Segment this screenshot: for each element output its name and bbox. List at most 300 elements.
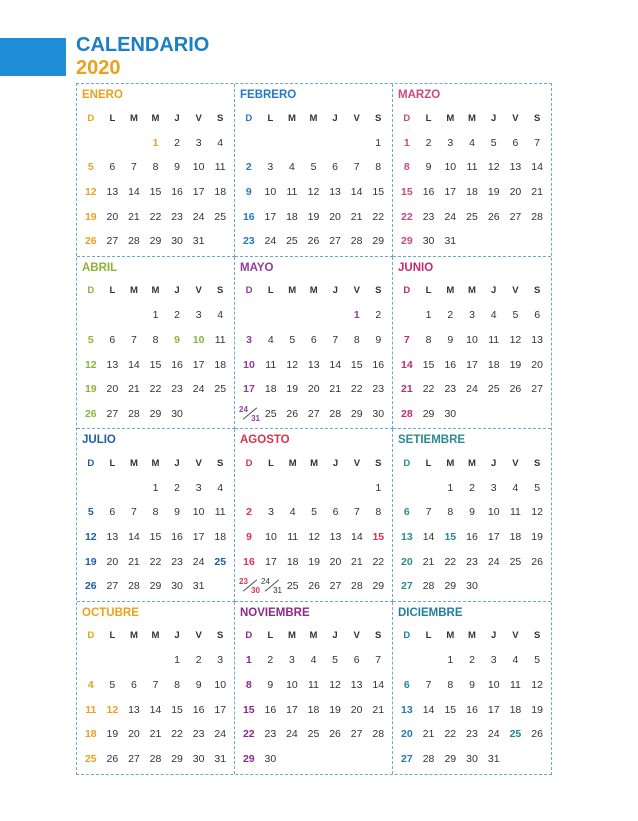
day-cell: 13 [531, 333, 543, 346]
weekday-header: V [512, 285, 519, 297]
weekday-header: V [353, 457, 361, 469]
day-cell: 12 [286, 358, 299, 371]
day-cell: 20 [509, 186, 522, 199]
weekday-header: S [375, 457, 382, 469]
day-cell: 19 [531, 703, 543, 716]
day-cell: 24 [192, 555, 205, 568]
day-cell: 22 [149, 210, 162, 223]
day-cell: 27 [329, 235, 341, 248]
weekday-header: S [533, 457, 541, 469]
day-cell: 2 [469, 481, 475, 494]
weekday-header: M [287, 630, 296, 642]
day-cell: 29 [149, 235, 162, 248]
day-cell: 18 [466, 186, 478, 199]
day-cell: 9 [174, 333, 180, 346]
day-cell: 11 [466, 161, 478, 174]
weekday-header: M [468, 630, 476, 642]
day-cell: 21 [422, 728, 435, 741]
day-cell: 13 [401, 531, 413, 544]
day-cell: 24 [444, 210, 457, 223]
day-cell: 23 [192, 728, 205, 741]
day-cell: 30 [444, 407, 457, 420]
day-cell: 19 [487, 186, 500, 199]
day-cell: 4 [289, 506, 296, 519]
weekday-header: V [353, 285, 360, 297]
day-cell: 4 [469, 136, 475, 149]
weekday-header: D [87, 112, 95, 124]
weekday-header: J [332, 457, 339, 469]
day-cell: 20 [106, 210, 119, 223]
day-cell [102, 648, 124, 673]
weekday-header: V [512, 112, 519, 124]
days-grid [80, 451, 231, 599]
day-cell: 6 [534, 309, 541, 322]
day-cell [483, 229, 505, 254]
month-febrero [235, 84, 393, 257]
day-cell: 12 [84, 531, 97, 544]
month-name: DICIEMBRE [398, 606, 463, 619]
day-cell: 16 [264, 703, 277, 716]
month-julio [77, 429, 235, 602]
day-cell: 20 [106, 555, 119, 568]
day-cell [281, 131, 303, 156]
day-cell: 23 [171, 383, 183, 396]
weekday-header: S [533, 630, 541, 642]
day-cell: 28 [329, 407, 342, 420]
day-cell [505, 401, 527, 426]
day-cell: 7 [152, 678, 159, 691]
day-cell [123, 648, 145, 673]
day-cell: 17 [243, 383, 255, 396]
day-cell [303, 303, 325, 328]
day-cell: 17 [286, 703, 298, 716]
day-cell: 30 [466, 580, 478, 593]
day-cell: 11 [214, 506, 226, 519]
day-cell [483, 401, 505, 426]
day-cell: 17 [466, 358, 478, 371]
day-cell: 9 [267, 678, 274, 691]
weekday-header: D [87, 630, 95, 642]
day-cell: 2 [425, 136, 432, 149]
days-grid [238, 106, 389, 254]
month-name: AGOSTO [240, 434, 290, 446]
day-cell: 26 [286, 407, 299, 420]
split-day: 24 31 [239, 404, 260, 423]
day-cell: 24 [487, 555, 500, 568]
weekday-header: J [491, 112, 497, 124]
day-cell: 30 [192, 752, 205, 765]
day-cell [123, 131, 145, 156]
day-cell: 22 [171, 728, 183, 741]
day-cell: 5 [534, 654, 541, 667]
day-cell: 28 [128, 580, 140, 593]
day-cell: 28 [531, 210, 543, 223]
day-cell: 30 [264, 752, 277, 765]
weekday-header: M [129, 457, 138, 469]
day-cell: 20 [531, 358, 543, 371]
weekday-header: J [491, 457, 497, 469]
day-cell: 22 [401, 210, 413, 223]
day-cell: 15 [149, 186, 162, 199]
day-cell: 28 [351, 580, 363, 593]
day-cell: 20 [329, 555, 342, 568]
day-cell: 10 [466, 333, 478, 346]
weekday-header: S [217, 112, 224, 124]
day-cell: 15 [171, 703, 183, 716]
day-cell: 21 [128, 210, 140, 223]
day-cell: 21 [531, 186, 543, 199]
day-cell: 26 [84, 235, 97, 248]
day-cell [282, 303, 304, 328]
day-cell: 28 [401, 407, 413, 420]
day-cell: 24 [192, 383, 205, 396]
day-cell: 9 [375, 333, 382, 346]
day-cell: 29 [171, 752, 183, 765]
day-cell: 1 [403, 136, 410, 149]
day-cell: 18 [307, 703, 320, 716]
day-cell: 26 [308, 580, 320, 593]
day-cell: 5 [87, 506, 94, 519]
day-cell: 27 [329, 580, 342, 593]
weekday-header: D [403, 630, 411, 642]
day-cell: 12 [509, 333, 522, 346]
weekday-header: V [195, 285, 202, 297]
day-cell: 3 [447, 136, 454, 149]
day-cell [238, 574, 260, 599]
day-cell: 16 [243, 555, 255, 568]
day-cell [80, 131, 102, 156]
day-cell: 27 [106, 235, 119, 248]
day-cell: 4 [267, 333, 274, 346]
day-cell: 1 [353, 309, 360, 322]
day-cell: 9 [174, 506, 180, 519]
day-cell: 23 [264, 728, 277, 741]
day-cell [260, 476, 282, 501]
day-cell [102, 476, 124, 501]
day-cell: 28 [422, 752, 435, 765]
weekday-header: J [491, 285, 497, 297]
day-cell: 19 [307, 210, 320, 223]
day-cell: 2 [375, 309, 382, 322]
day-cell: 11 [509, 678, 521, 691]
day-cell: 13 [401, 703, 413, 716]
day-cell: 27 [401, 752, 413, 765]
day-cell [123, 476, 145, 501]
day-cell: 25 [487, 383, 500, 396]
weekday-header: J [174, 630, 180, 642]
month-agosto [235, 429, 393, 602]
day-cell: 8 [447, 506, 454, 519]
day-cell: 23 [372, 383, 385, 396]
day-cell [505, 574, 527, 599]
day-cell: 12 [84, 358, 97, 371]
day-cell: 17 [444, 186, 457, 199]
day-cell [102, 303, 124, 328]
day-cell: 10 [444, 161, 457, 174]
day-cell [483, 574, 505, 599]
day-cell: 25 [214, 383, 227, 396]
day-cell: 3 [268, 506, 274, 519]
month-name: JULIO [82, 434, 116, 446]
day-cell: 9 [245, 186, 252, 199]
day-cell: 5 [311, 506, 318, 519]
day-cell [260, 303, 282, 328]
weekday-header: D [403, 112, 411, 124]
weekday-header: D [87, 285, 95, 297]
day-cell: 20 [401, 555, 413, 568]
weekday-header: V [195, 457, 202, 469]
day-cell: 25 [286, 580, 299, 593]
day-cell: 18 [214, 358, 227, 371]
day-cell: 6 [403, 506, 410, 519]
day-cell: 28 [128, 235, 140, 248]
month-setiembre [393, 429, 551, 602]
day-cell: 1 [152, 309, 159, 322]
day-cell: 8 [375, 161, 382, 174]
day-cell: 1 [375, 136, 382, 149]
day-cell [188, 401, 210, 426]
month-junio [393, 257, 551, 430]
day-cell: 30 [466, 752, 478, 765]
day-cell: 5 [512, 309, 519, 322]
day-cell: 18 [264, 383, 277, 396]
day-cell: 25 [509, 555, 522, 568]
day-cell: 18 [286, 210, 298, 223]
weekday-header: M [446, 112, 455, 124]
day-cell: 2 [174, 136, 180, 149]
weekday-header: J [332, 630, 338, 642]
day-cell: 24 [487, 728, 500, 741]
weekday-header: S [217, 457, 224, 469]
accent-bar [0, 38, 66, 76]
month-enero [77, 84, 235, 257]
day-cell: 8 [353, 333, 360, 346]
weekday-header: J [491, 630, 497, 642]
month-name: MAYO [240, 261, 274, 274]
weekday-header: L [425, 630, 432, 642]
day-cell: 26 [329, 728, 341, 741]
day-cell: 11 [488, 333, 500, 346]
day-cell: 30 [422, 235, 435, 248]
day-cell: 20 [350, 703, 363, 716]
day-cell: 29 [242, 752, 255, 765]
day-cell [526, 401, 548, 426]
weekday-header: M [468, 457, 476, 469]
day-cell: 16 [171, 358, 183, 371]
day-cell: 20 [329, 210, 341, 223]
day-cell: 28 [128, 407, 140, 420]
month-name: ENERO [82, 89, 123, 101]
day-cell: 6 [109, 161, 116, 174]
day-cell: 21 [351, 555, 363, 568]
day-cell: 11 [214, 161, 226, 174]
day-cell: 3 [195, 136, 202, 149]
weekday-header: M [288, 285, 297, 297]
split-day: 24 31 [261, 577, 282, 596]
day-cell: 29 [350, 407, 363, 420]
day-cell: 11 [286, 186, 298, 199]
day-cell [325, 476, 346, 501]
day-cell: 2 [195, 654, 202, 667]
weekday-header: M [309, 285, 318, 297]
day-cell: 26 [531, 728, 543, 741]
weekday-header: L [267, 112, 274, 124]
day-cell: 12 [307, 186, 320, 199]
day-cell: 2 [267, 654, 274, 667]
day-cell: 14 [372, 678, 385, 691]
day-cell [346, 476, 367, 501]
day-cell: 6 [109, 506, 116, 519]
day-cell: 13 [128, 703, 140, 716]
day-cell: 6 [512, 136, 519, 149]
day-cell [80, 648, 102, 673]
month-octubre [77, 602, 235, 775]
day-cell: 16 [242, 210, 255, 223]
day-cell: 21 [128, 555, 140, 568]
day-cell [80, 303, 102, 328]
weekday-header: V [353, 112, 360, 124]
day-cell: 16 [466, 531, 478, 544]
day-cell: 19 [286, 383, 299, 396]
days-grid [238, 451, 389, 599]
weekday-header: M [151, 457, 160, 469]
day-cell: 25 [509, 728, 522, 741]
day-cell: 7 [131, 161, 137, 174]
day-cell [418, 476, 440, 501]
weekday-header: L [109, 285, 116, 297]
day-cell: 28 [350, 235, 363, 248]
month-diciembre [393, 602, 551, 775]
day-cell: 25 [286, 235, 298, 248]
day-cell [260, 131, 282, 156]
day-cell: 27 [307, 407, 320, 420]
day-cell: 18 [214, 531, 227, 544]
day-cell: 4 [310, 654, 317, 667]
day-cell: 1 [447, 654, 454, 667]
day-cell: 19 [531, 531, 543, 544]
day-cell: 30 [171, 580, 183, 593]
day-cell [526, 229, 548, 254]
day-cell: 9 [447, 333, 454, 346]
day-cell: 15 [242, 703, 255, 716]
day-cell: 10 [192, 333, 205, 346]
day-cell: 9 [425, 161, 432, 174]
day-cell: 4 [217, 136, 224, 149]
day-cell: 17 [487, 531, 500, 544]
day-cell: 23 [242, 235, 255, 248]
day-cell: 29 [372, 235, 385, 248]
day-cell [238, 131, 260, 156]
weekday-header: V [195, 630, 202, 642]
day-cell: 19 [84, 210, 97, 223]
day-cell: 26 [106, 752, 119, 765]
weekday-header: D [403, 285, 411, 297]
day-cell [505, 746, 527, 771]
weekday-header: L [109, 630, 116, 642]
weekday-header: M [309, 630, 318, 642]
day-cell: 11 [308, 678, 319, 691]
month-noviembre [235, 602, 393, 775]
weekday-header: M [446, 457, 455, 469]
day-cell: 4 [87, 678, 94, 691]
day-cell: 11 [85, 703, 97, 716]
day-cell: 6 [403, 678, 410, 691]
day-cell: 22 [242, 728, 255, 741]
day-cell: 30 [171, 407, 183, 420]
month-abril [77, 257, 235, 430]
day-cell: 21 [372, 703, 385, 716]
day-cell: 29 [149, 580, 162, 593]
day-cell: 6 [332, 161, 338, 174]
day-cell: 21 [350, 210, 363, 223]
day-cell: 13 [509, 161, 522, 174]
day-cell: 29 [372, 580, 385, 593]
day-cell: 15 [372, 531, 385, 544]
month-name: NOVIEMBRE [240, 606, 310, 619]
day-cell [418, 648, 440, 673]
weekday-header: J [332, 285, 338, 297]
day-cell: 29 [149, 407, 162, 420]
day-cell: 2 [447, 309, 454, 322]
day-cell: 14 [401, 358, 413, 371]
day-cell: 26 [307, 235, 320, 248]
day-cell [102, 131, 124, 156]
day-cell: 10 [243, 358, 255, 371]
day-cell: 5 [289, 333, 296, 346]
day-cell: 16 [444, 358, 457, 371]
day-cell: 8 [152, 333, 159, 346]
day-cell [80, 476, 102, 501]
weekday-header: M [129, 285, 138, 297]
day-cell: 2 [469, 654, 475, 667]
day-cell: 28 [422, 580, 435, 593]
day-cell: 10 [286, 678, 298, 691]
day-cell: 19 [308, 555, 320, 568]
day-cell: 26 [531, 555, 543, 568]
weekday-header: M [468, 112, 476, 124]
day-cell [238, 303, 260, 328]
day-cell: 3 [469, 309, 475, 322]
day-cell: 18 [509, 531, 522, 544]
day-cell: 1 [375, 481, 382, 494]
day-cell: 5 [109, 678, 116, 691]
day-cell: 7 [131, 506, 137, 519]
weekday-header: M [309, 112, 318, 124]
day-cell: 14 [422, 531, 435, 544]
day-cell: 25 [264, 407, 277, 420]
day-cell [324, 746, 346, 771]
day-cell: 29 [444, 580, 457, 593]
day-cell: 27 [509, 210, 522, 223]
day-cell: 22 [444, 728, 457, 741]
day-cell: 11 [265, 358, 277, 371]
day-cell: 25 [307, 728, 320, 741]
day-cell [238, 401, 260, 426]
day-cell [282, 476, 303, 501]
weekday-header: M [151, 112, 160, 124]
day-cell: 13 [350, 678, 363, 691]
day-cell [303, 746, 325, 771]
day-cell: 24 [286, 728, 298, 741]
day-cell: 8 [447, 678, 454, 691]
day-cell: 15 [422, 358, 435, 371]
day-cell: 10 [192, 506, 205, 519]
day-cell: 7 [403, 333, 410, 346]
weekday-header: V [353, 630, 360, 642]
weekday-header: D [245, 457, 253, 469]
day-cell: 10 [192, 161, 205, 174]
day-cell: 12 [531, 506, 543, 519]
